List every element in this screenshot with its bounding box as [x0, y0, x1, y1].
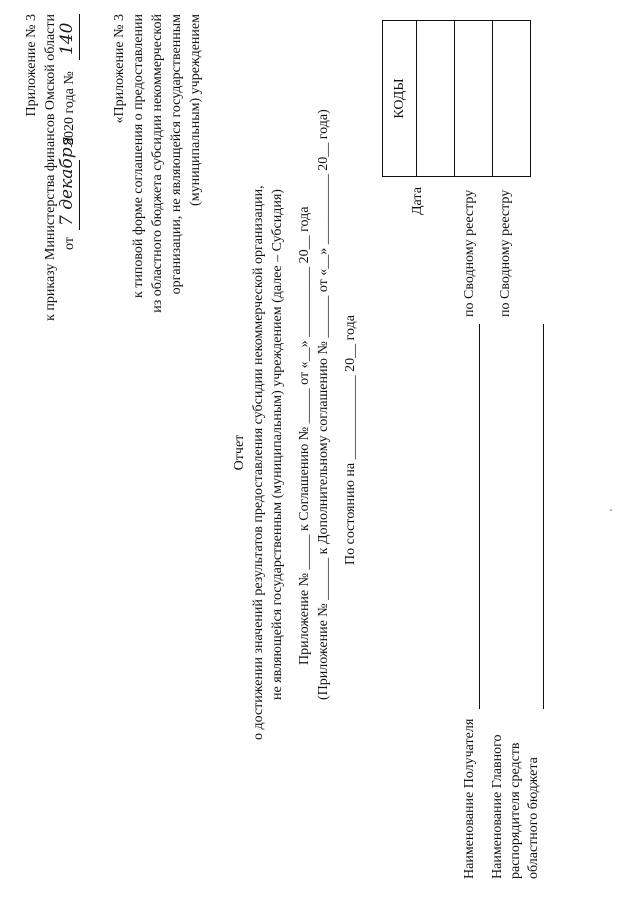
report-title: Отчет — [232, 434, 247, 471]
codes-table-cell-date — [417, 21, 455, 177]
report-as-of-date: По состоянию на ____________ 20__ года — [343, 315, 358, 565]
report-subtitle-1: о достижении значений результатов предоставления субсидии некоммерческой организации, — [251, 185, 266, 740]
scan-speck — [610, 509, 612, 511]
date-label: Дата — [410, 187, 425, 215]
manager-underline — [543, 324, 544, 709]
codes-table-cell-registry-1 — [455, 21, 493, 177]
codes-table — [382, 20, 531, 177]
appendix-number-underline — [79, 14, 80, 60]
manager-label-2: распорядителя средств — [508, 742, 523, 879]
recipient-label: Наименование Получателя — [462, 718, 477, 879]
manager-label-3: областного бюджета — [526, 757, 541, 879]
report-reference-1: Приложение № _____ к Соглашению № _____ от «__» __________ 20__ года — [297, 206, 312, 665]
registry-label-manager: по Сводному реестру — [498, 189, 513, 317]
registry-label-recipient: по Сводному реестру — [462, 189, 477, 317]
model-appendix-line-4: организации, не являющейся государственным — [169, 14, 184, 295]
codes-table-cell-registry-2 — [493, 21, 531, 177]
recipient-underline — [479, 324, 480, 709]
appendix-from-prefix: от — [62, 237, 77, 250]
model-appendix-line-3: из областного бюджета субсидии некоммерческой — [150, 14, 165, 313]
manager-label-1: Наименование Главного — [490, 734, 505, 879]
model-appendix-line-5: (муниципальным) учреждением — [188, 14, 203, 206]
appendix-line-2: к приказу Министерства финансов Омской области — [43, 14, 58, 321]
model-appendix-line-1: «Приложение № 3 — [112, 14, 127, 124]
appendix-date-handwritten: 7 декабря — [57, 136, 77, 226]
report-subtitle-2: не являющейся государственным (муниципальным) учреждением (далее – Субсидия) — [270, 189, 285, 700]
appendix-number-handwritten: 140 — [57, 22, 77, 55]
appendix-year-text: 2020 года № — [62, 71, 77, 145]
codes-table-header: КОДЫ — [383, 21, 417, 177]
model-appendix-line-2: к типовой форме соглашения о предоставлении — [131, 14, 146, 299]
report-reference-2: (Приложение № ______ к Дополнительному соглашению № ______ от «__» __________ 20__ года) — [316, 109, 331, 700]
appendix-line-1: Приложение № 3 — [24, 14, 39, 117]
appendix-date-underline — [79, 160, 80, 230]
